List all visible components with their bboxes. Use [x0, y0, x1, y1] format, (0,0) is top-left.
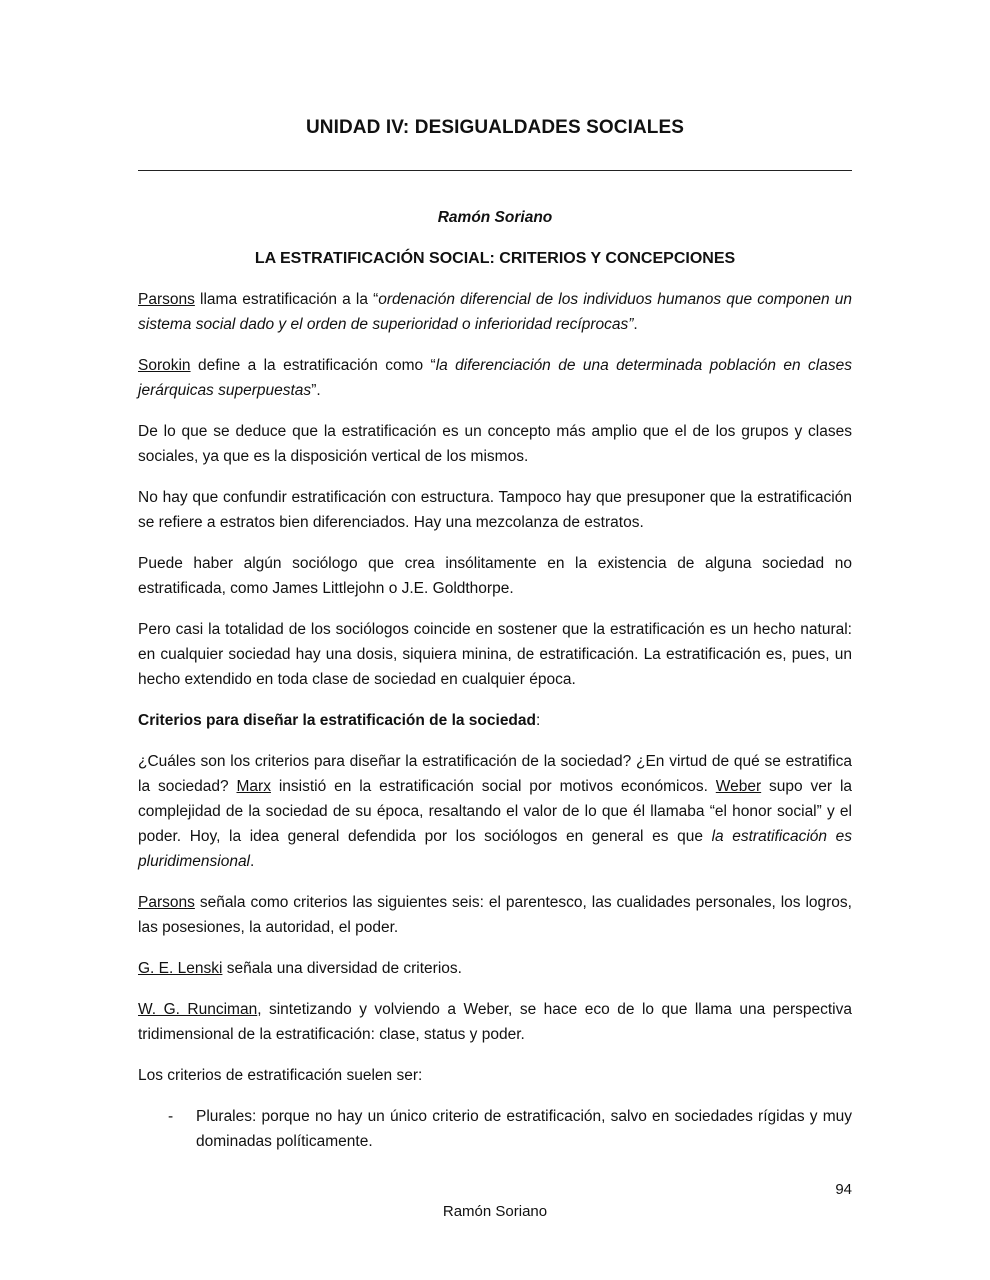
emphasis-text: la estratificación es pluridimensional — [138, 828, 852, 870]
header-divider — [138, 170, 852, 171]
author-name-weber: Weber — [715, 778, 762, 795]
list-item-text: Plurales: porque no hay un único criterio de estratificación, salvo en sociedades rígidas y muy dominadas políticamente. — [196, 1108, 852, 1150]
list-dash: - — [168, 1108, 174, 1125]
author-name-marx: Marx — [236, 778, 271, 795]
paragraph: Pero casi la totalidad de los sociólogos coincide en sostener que la estratificación es un hecho natural: en cualquier sociedad hay una dosis, siquiera minina, de estratificación. La estratificación es, pues, un hecho extendido en toda clase de sociedad en cualquier época. — [138, 621, 852, 688]
author-name-lenski: G. E. Lenski — [138, 960, 223, 977]
list-item — [138, 1104, 852, 1154]
document-body — [138, 205, 852, 1154]
author-name-runciman: W. G. Runciman — [138, 1001, 258, 1018]
paragraph-parsons-definition: Parsons llama estratificación a la “ordenación diferencial de los individuos humanos que componen un sistema social dado y el orden de superioridad o inferioridad recíprocas”. — [138, 291, 852, 333]
author-name-parsons: Parsons — [138, 291, 195, 308]
paragraph-lenski: G. E. Lenski señala una diversidad de criterios. — [138, 960, 462, 977]
paragraph-parsons-criteria: Parsons señala como criterios las siguientes seis: el parentesco, las cualidades personales, los logros, las posesiones, la autoridad, el poder. — [138, 894, 852, 936]
paragraph-sorokin-definition: Sorokin define a la estratificación como “la diferenciación de una determinada población en clases jerárquicas superpuestas”. — [138, 357, 852, 399]
unit-title: UNIDAD IV: DESIGUALDADES SOCIALES — [305, 117, 685, 138]
paragraph: Los criterios de estratificación suelen ser: — [138, 1067, 423, 1084]
quote-text: la diferenciación de una determinada población en clases jerárquicas superpuestas — [138, 357, 852, 399]
author-name-parsons: Parsons — [138, 894, 195, 911]
paragraph-runciman: W. G. Runciman, sintetizando y volviendo a Weber, se hace eco de lo que llama una perspectiva tridimensional de la estratificación: clase, status y poder. — [138, 1001, 852, 1043]
section-title: LA ESTRATIFICACIÓN SOCIAL: CRITERIOS Y CONCEPCIONES — [254, 250, 736, 267]
criteria-list — [138, 1104, 852, 1154]
criteria-heading: Criterios para diseñar la estratificación de la sociedad: — [138, 712, 541, 729]
author-name-sorokin: Sorokin — [138, 357, 191, 374]
paragraph: Puede haber algún sociólogo que crea insólitamente en la existencia de alguna sociedad no estratificada, como James Littlejohn o J.E. Goldthorpe. — [138, 555, 852, 597]
quote-text: ordenación diferencial de los individuos humanos que componen un sistema social dado y el orden de superioridad o inferioridad recíprocas” — [138, 291, 852, 333]
paragraph-criteria: ¿Cuáles son los criterios para diseñar la estratificación de la sociedad? ¿En virtud de qué se estratifica la sociedad? Marx insistió en la estratificación social por motivos económicos. Weber supo ver la complejidad de la sociedad de su época, resaltando el valor de lo que él llamaba “el honor social” y el poder. Hoy, la idea general defendida por los sociólogos en general es que la estratificación es pluridimensional. — [138, 753, 853, 870]
page-footer: Ramón Soriano — [442, 1203, 548, 1220]
page-number: 94 — [835, 1181, 852, 1198]
paragraph: No hay que confundir estratificación con estructura. Tampoco hay que presuponer que la estratificación se refiere a estratos bien diferenciados. Hay una mezcolanza de estratos. — [138, 489, 852, 531]
paragraph: De lo que se deduce que la estratificación es un concepto más amplio que el de los grupos y clases sociales, ya que es la disposición vertical de los mismos. — [138, 423, 852, 465]
author-line: Ramón Soriano — [437, 209, 553, 226]
